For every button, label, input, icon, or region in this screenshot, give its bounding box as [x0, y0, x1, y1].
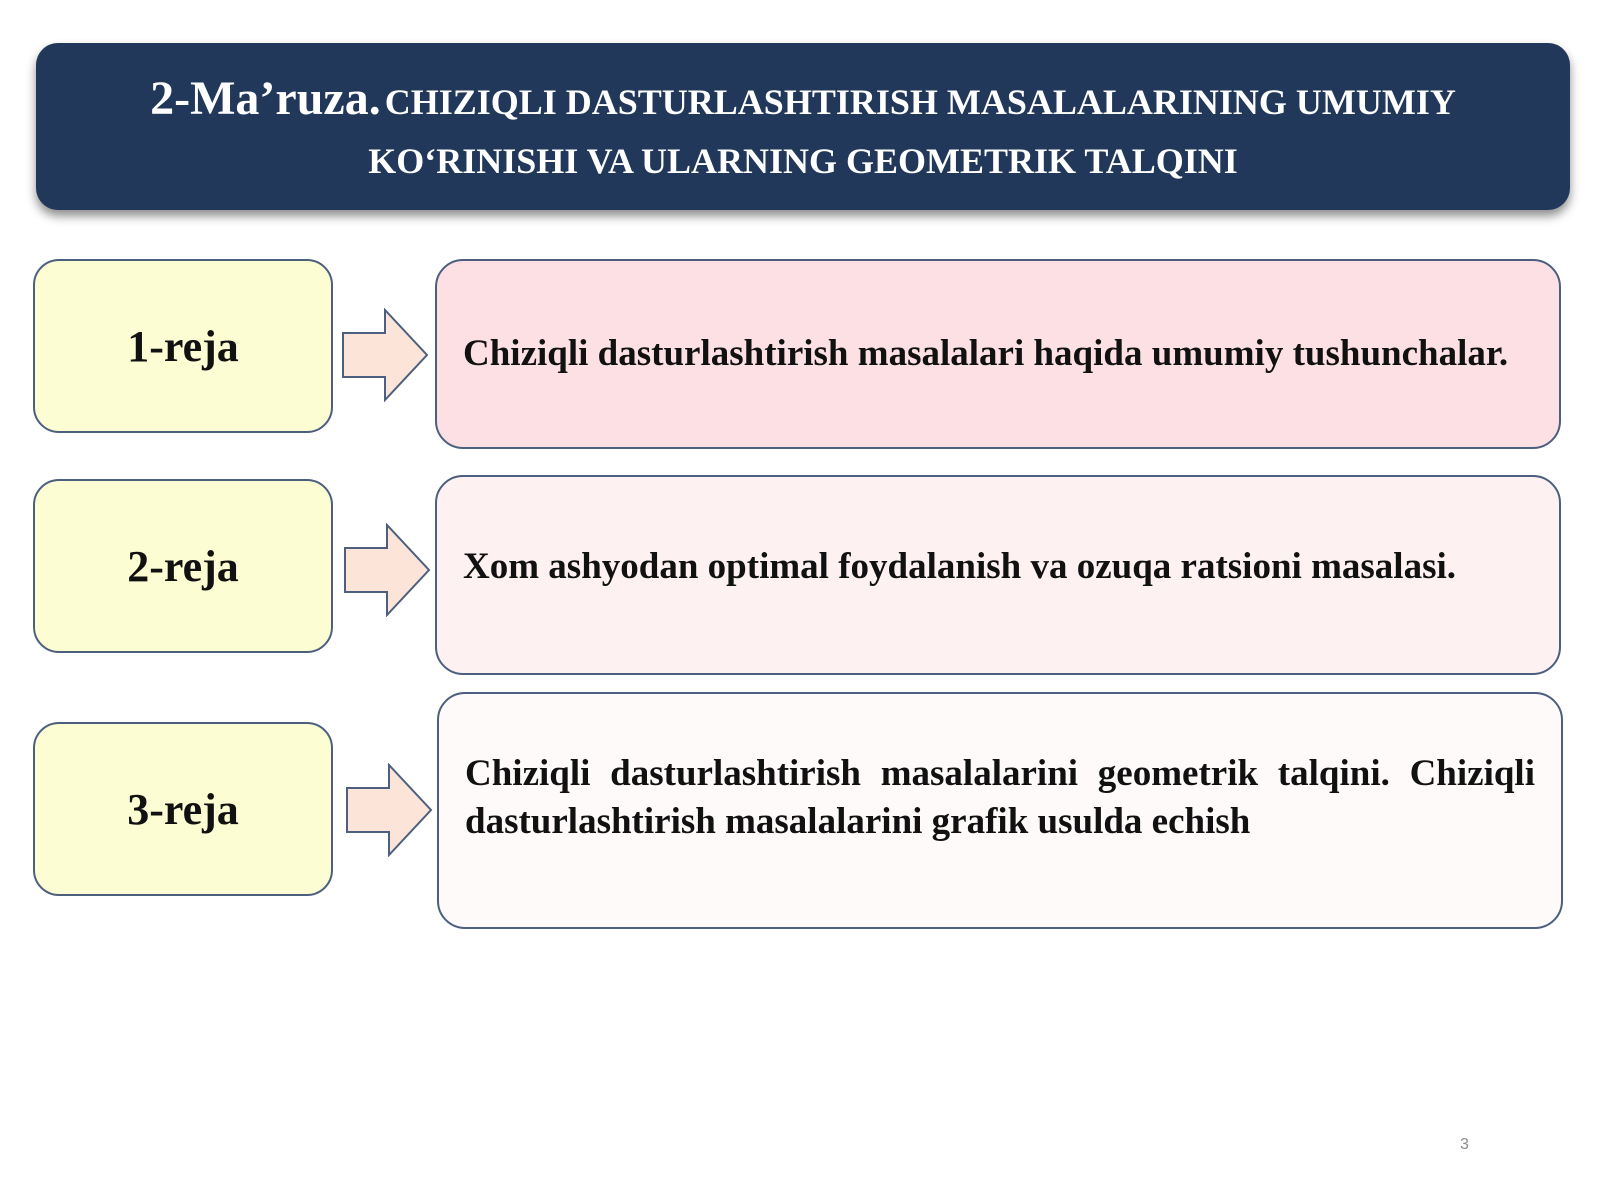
plan-description-1: [435, 259, 1561, 449]
plan-label-2: [33, 479, 333, 653]
arrow-right-icon: [343, 523, 431, 617]
arrow-right-icon: [341, 308, 429, 402]
plan-label-1: [33, 259, 333, 433]
plan-label-2-text: 2-reja: [127, 541, 239, 591]
lecture-number: 2-Ma’ruza.: [150, 72, 381, 125]
plan-label-3-text: 3-reja: [127, 784, 239, 834]
title-line-1: [150, 70, 1456, 139]
title-text-part-1: CHIZIQLI DASTURLASHTIRISH MASALALARINING UMUMIY: [384, 82, 1456, 122]
page-number: 3: [1460, 1136, 1469, 1153]
plan-description-3-text: Chiziqli dasturlashtirish masalalarini geometrik talqini. Chiziqli dasturlashtirish masalalarini grafik usulda echish: [465, 752, 1535, 842]
title-text-part-2: KO‘RINISHI VA ULARNING GEOMETRIK TALQINI: [368, 141, 1238, 181]
plan-label-3: [33, 722, 333, 896]
plan-description-2-text: Xom ashyodan optimal foydalanish va ozuqa ratsioni masalasi.: [463, 546, 1457, 587]
slide-title-banner: [36, 43, 1570, 210]
arrow-right-icon: [345, 763, 433, 857]
plan-label-1-text: 1-reja: [127, 321, 239, 371]
plan-description-1-text: Chiziqli dasturlashtirish masalalari haqida umumiy tushunchalar.: [463, 333, 1509, 374]
plan-description-3: [437, 692, 1563, 929]
plan-description-2: [435, 475, 1561, 675]
